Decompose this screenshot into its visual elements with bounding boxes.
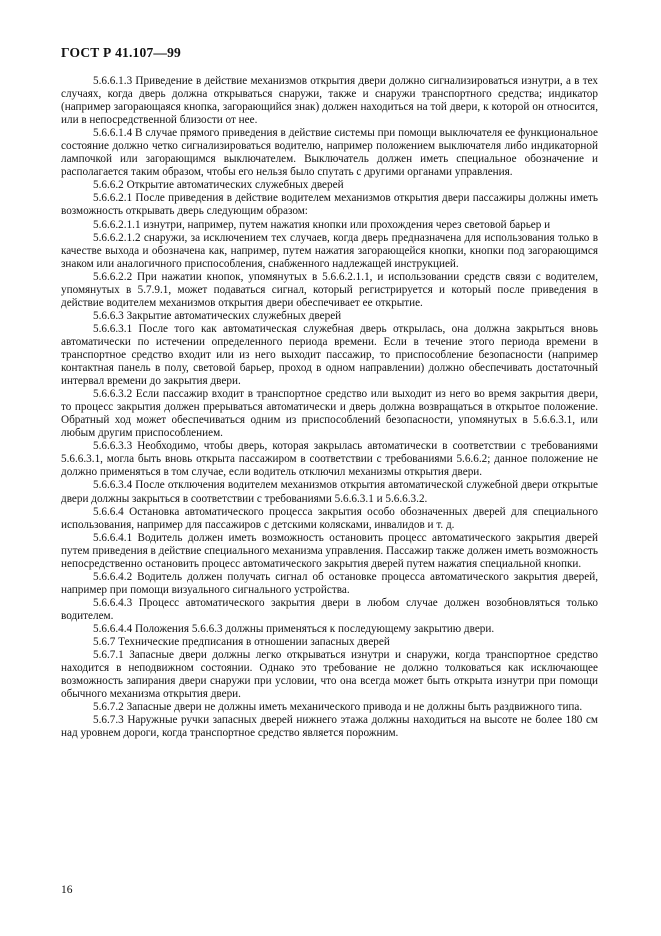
page-number: 16	[61, 884, 73, 896]
paragraph-5-6-6-4-1: 5.6.6.4.1 Водитель должен иметь возможность остановить процесс автоматического закрытия дверей путем приведения в действие специального механизма управления. Пассажир также должен иметь возможность непосредственно остановить процесс автоматического закрытия дверей путем нажатия специальной кнопки.	[61, 531, 598, 570]
paragraph-5-6-7-1: 5.6.7.1 Запасные двери должны легко открываться изнутри и снаружи, когда транспортное средство находится в неподвижном состоянии. Однако это требование не должно толковаться как исключающее возможность запирания двери снаружи при условии, что она всегда может быть открыта изнутри при помощи обычного механизма открытия двери.	[61, 649, 598, 701]
section-heading-5-6-6-2: 5.6.6.2 Открытие автоматических служебных дверей	[93, 179, 344, 192]
document-body	[61, 75, 598, 740]
paragraph-5-6-6-3-1: 5.6.6.3.1 После того как автоматическая служебная дверь открылась, она должна закрыться вновь автоматически по истечении определенного периода времени. Если в течение этого периода времени в транспортное средство входит или из него выходит пассажир, то приспособление безопасности (например контактная панель в полу, световой барьер, проход в одном направлении) должно обеспечивать достаточный интервал времени до закрытия двери.	[61, 322, 598, 388]
paragraph-5-6-6-1-4: 5.6.6.1.4 В случае прямого приведения в действие системы при помощи выключателя ее функциональное состояние должно четко сигнализироваться водителю, например положением выключателя либо индикаторной лампочкой или загорающимся выключателем. Выключатель должен иметь специальное обозначение и располагается таким образом, чтобы его нельзя было спутать с другими органами управления.	[61, 127, 598, 179]
paragraph-5-6-6-2-1: 5.6.6.2.1 После приведения в действие водителем механизмов открытия двери пассажиры должны иметь возможность открывать дверь следующим образом:	[61, 192, 598, 218]
section-heading-5-6-6-3: 5.6.6.3 Закрытие автоматических служебных дверей	[93, 309, 342, 322]
paragraph-5-6-7-2: 5.6.7.2 Запасные двери не должны иметь механического привода и не должны быть раздвижного типа.	[93, 701, 583, 714]
document-code-header: ГОСТ Р 41.107—99	[61, 45, 181, 60]
section-heading-5-6-7: 5.6.7 Технические предписания в отношении запасных дверей	[93, 636, 390, 649]
paragraph-5-6-6-4-3: 5.6.6.4.3 Процесс автоматического закрытия двери в любом случае должен возобновляться только водителем.	[61, 596, 598, 622]
paragraph-5-6-6-4: 5.6.6.4 Остановка автоматического процесса закрытия особо обозначенных дверей для специального использования, например для пассажиров с детскими колясками, инвалидов и т. д.	[61, 505, 598, 531]
paragraph-5-6-7-3: 5.6.7.3 Наружные ручки запасных дверей нижнего этажа должны находиться на высоте не более 180 см над уровнем дороги, когда транспортное средство является порожним.	[61, 714, 598, 740]
paragraph-5-6-6-2-1-1: 5.6.6.2.1.1 изнутри, например, путем нажатия кнопки или прохождения через световой барьер и	[93, 218, 551, 231]
paragraph-5-6-6-1-3: 5.6.6.1.3 Приведение в действие механизмов открытия двери должно сигнализироваться изнутри, а в тех случаях, когда дверь должна открываться снаружи, также и снаружи транспортного средства; индикатор (например загорающаяся кнопка, загорающийся знак) должен находиться на той двери, к которой он относится, или в непосредственной близости от нее.	[61, 75, 598, 127]
paragraph-5-6-6-3-4: 5.6.6.3.4 После отключения водителем механизмов открытия автоматической служебной двери открытые двери должны закрыться в соответствии с требованиями 5.6.6.3.1 и 5.6.6.3.2.	[61, 479, 598, 505]
paragraph-5-6-6-4-2: 5.6.6.4.2 Водитель должен получать сигнал об остановке процесса автоматического закрытия дверей, например при помощи визуального сигнального устройства.	[61, 570, 598, 596]
paragraph-5-6-6-3-3: 5.6.6.3.3 Необходимо, чтобы дверь, которая закрылась автоматически в соответствии с требованиями 5.6.6.3.1, могла быть вновь открыта пассажиром в соответствии с требованиями 5.6.6.2; данное положение не должно применяться в том случае, если водитель отключил механизмы открытия двери.	[61, 440, 598, 479]
paragraph-5-6-6-3-2: 5.6.6.3.2 Если пассажир входит в транспортное средство или выходит из него во время закрытия двери, то процесс закрытия должен прерываться автоматически и дверь должна возвращаться в открытое положение. Обратный ход может обеспечиваться одним из приспособлений безопасности, упомянутых в 5.6.6.3.1, или любым другим приспособлением.	[61, 388, 598, 440]
paragraph-5-6-6-2-1-2: 5.6.6.2.1.2 снаружи, за исключением тех случаев, когда дверь предназначена для использования только в качестве выхода и обозначена как, например, путем нажатия загорающейся кнопки, кнопки под загорающимся знаком или аналогичного приспособления, снабженного надлежащей инструкцией.	[61, 231, 598, 270]
paragraph-5-6-6-2-2: 5.6.6.2.2 При нажатии кнопок, упомянутых в 5.6.6.2.1.1, и использовании средств связи с водителем, упомянутых в 5.7.9.1, может подаваться сигнал, который регистрируется и который после приведения в действие водителем механизмов открытия двери обеспечивает ее открытие.	[61, 270, 598, 309]
paragraph-5-6-6-4-4: 5.6.6.4.4 Положения 5.6.6.3 должны применяться к последующему закрытию двери.	[93, 622, 495, 635]
